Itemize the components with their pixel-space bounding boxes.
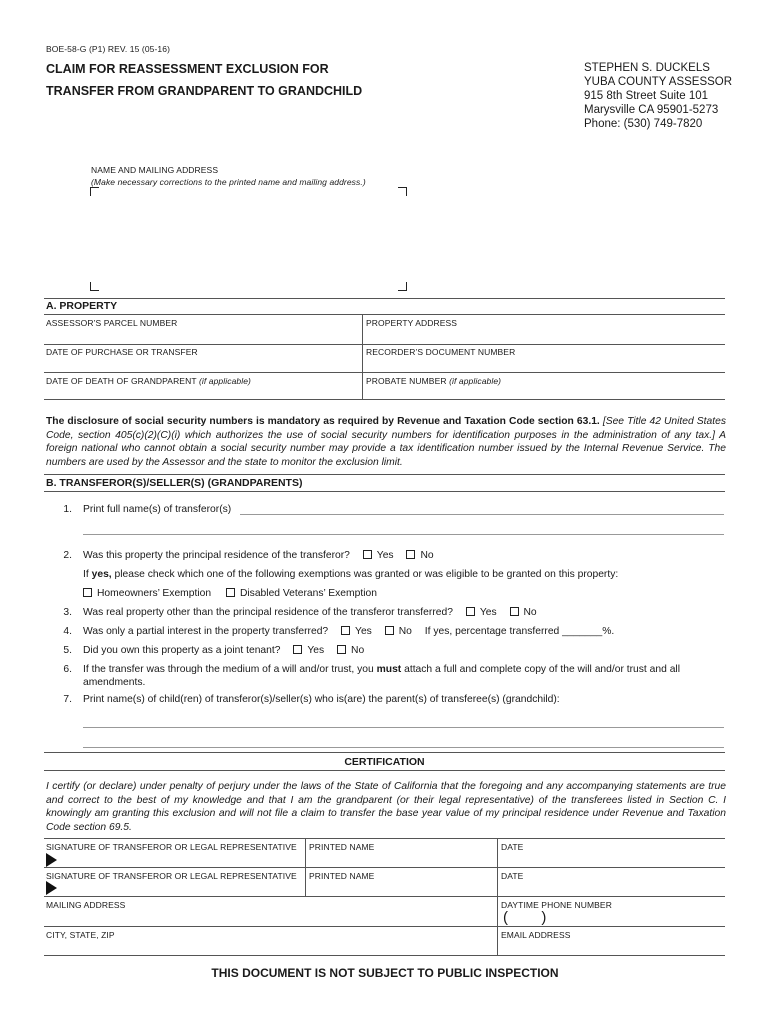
q3-yes-option[interactable]: Yes <box>466 607 497 618</box>
purchase-date-label: DATE OF PURCHASE OR TRANSFER <box>46 347 198 357</box>
assessor-address1: 915 8th Street Suite 101 <box>584 90 709 102</box>
address-corner-tr <box>398 187 407 196</box>
q2-number: 2. <box>63 550 72 561</box>
q6-number: 6. <box>63 664 72 675</box>
q5-yes-checkbox[interactable] <box>293 645 302 654</box>
rule-certification-top <box>44 752 725 753</box>
q5-no-checkbox[interactable] <box>337 645 346 654</box>
rule-certification-header <box>44 770 725 771</box>
signature1-field[interactable] <box>60 852 300 868</box>
q5-no-option[interactable]: No <box>337 645 364 656</box>
rule-city-top <box>44 926 725 927</box>
q2-row <box>83 550 434 561</box>
section-a-divider <box>362 314 363 399</box>
q4-yes-option[interactable]: Yes <box>341 626 372 637</box>
rule-signature1-top <box>44 838 725 839</box>
assessor-title: YUBA COUNTY ASSESSOR <box>584 76 733 88</box>
rule-section-b-header <box>44 491 725 492</box>
assessor-name: STEPHEN S. DUCKELS <box>584 62 710 74</box>
probate-number-label: PROBATE NUMBER (if applicable) <box>366 376 502 386</box>
rule-a-row1 <box>44 344 725 345</box>
address-corner-tl <box>90 187 99 196</box>
phone-area-code-field[interactable]: ( ) <box>503 909 547 926</box>
q2-no-option[interactable]: No <box>406 550 433 561</box>
certification-statement: I certify (or declare) under penalty of perjury under the laws of the State of California that the foregoing and any accompanying statements are true and correct to the best of my knowledge and that I am the grandparent (or their legal representative) of the transferees listed in Section C. I knowingly am granting this exclusion and will not file a claim to transfer the base year value of my principal residence under Revenue and Taxation Code section 69.5. <box>46 781 726 833</box>
q3-number: 3. <box>63 607 72 618</box>
city-state-zip-label: CITY, STATE, ZIP <box>46 930 115 940</box>
rule-section-b-top <box>44 474 725 475</box>
q1-number: 1. <box>63 504 72 515</box>
q2-followup: If yes, please check which one of the following exemptions was granted or was eligible to be granted on this property: <box>83 569 619 580</box>
assessor-block <box>584 61 732 131</box>
printed-name2-label: PRINTED NAME <box>309 871 375 881</box>
rule-section-a-top <box>44 298 725 299</box>
q7-number: 7. <box>63 694 72 705</box>
q4-row <box>83 626 614 637</box>
rule-section-a-header <box>44 314 725 315</box>
signature2-label: SIGNATURE OF TRANSFEROR OR LEGAL REPRESENTATIVE <box>46 871 297 881</box>
veterans-exemption-option[interactable]: Disabled Veterans’ Exemption <box>226 588 377 599</box>
address-corner-bl <box>90 282 99 291</box>
q3-label: Was real property other than the principal residence of the transferor transferred? <box>83 607 453 618</box>
form-title-line2: TRANSFER FROM GRANDPARENT TO GRANDCHILD <box>46 84 363 98</box>
q3-row <box>83 607 537 618</box>
homeowners-exemption-option[interactable]: Homeowners’ Exemption <box>83 588 211 599</box>
q4-no-checkbox[interactable] <box>385 626 394 635</box>
q3-no-checkbox[interactable] <box>510 607 519 616</box>
q3-yes-checkbox[interactable] <box>466 607 475 616</box>
q6-label-line2: amendments. <box>83 677 146 688</box>
exemption-row <box>83 588 377 599</box>
q4-percentage-field[interactable]: If yes, percentage transferred _______%. <box>424 626 615 637</box>
date1-label: DATE <box>501 842 524 852</box>
q4-label: Was only a partial interest in the property transferred? <box>83 626 329 637</box>
rule-city-bottom <box>44 955 725 956</box>
address-corner-br <box>398 282 407 291</box>
section-b-title: B. TRANSFEROR(S)/SELLER(S) (GRANDPARENTS) <box>46 477 303 489</box>
q7-answer-line-2[interactable] <box>83 747 724 748</box>
signature2-field[interactable] <box>60 880 300 896</box>
rule-signature2-top <box>44 867 725 868</box>
printed-name1-label: PRINTED NAME <box>309 842 375 852</box>
section-a-title: A. PROPERTY <box>46 300 118 312</box>
q7-label: Print name(s) of child(ren) of transferor(s)/seller(s) who is(are) the parent(s) of transferee(s) (grandchild): <box>83 694 560 705</box>
q2-yes-option[interactable]: Yes <box>363 550 394 561</box>
rule-a-row2 <box>44 372 725 373</box>
certification-title: CERTIFICATION <box>344 756 425 768</box>
property-address-label: PROPERTY ADDRESS <box>366 318 458 328</box>
rule-mailing-top <box>44 896 725 897</box>
form-title-line1: CLAIM FOR REASSESSMENT EXCLUSION FOR <box>46 62 329 76</box>
rule-a-row3 <box>44 399 725 400</box>
q5-label: Did you own this property as a joint tenant? <box>83 645 281 656</box>
q1-answer-line-2[interactable] <box>83 534 724 535</box>
q5-yes-option[interactable]: Yes <box>293 645 324 656</box>
assessor-address2: Marysville CA 95901-5273 <box>584 104 719 116</box>
q5-number: 5. <box>63 645 72 656</box>
mailing-label: NAME AND MAILING ADDRESS <box>91 165 219 175</box>
signature1-arrow-icon <box>46 853 57 867</box>
q3-no-option[interactable]: No <box>510 607 537 618</box>
q1-label: Print full name(s) of transferor(s) <box>83 504 232 515</box>
q1-answer-line[interactable] <box>240 514 724 515</box>
public-inspection-notice: THIS DOCUMENT IS NOT SUBJECT TO PUBLIC INSPECTION <box>211 966 559 980</box>
assessor-phone: Phone: (530) 749-7820 <box>584 118 703 130</box>
ssn-disclosure: The disclosure of social security numbers is mandatory as required by Revenue and Taxation Code section 63.1. [See Title 42 United States Code, section 405(c)(2)(C)(i) which authorizes the use of social security numbers for identification purposes in the administration of any tax.] A foreign national who cannot obtain a social security number may provide a tax identification number issued by the Internal Revenue Service. The numbers are used by the Assessor and the state to monitor the exclusion limit. <box>46 416 726 468</box>
q4-yes-checkbox[interactable] <box>341 626 350 635</box>
signature1-label: SIGNATURE OF TRANSFEROR OR LEGAL REPRESENTATIVE <box>46 842 297 852</box>
q2-yes-checkbox[interactable] <box>363 550 372 559</box>
q2-no-checkbox[interactable] <box>406 550 415 559</box>
q4-no-option[interactable]: No <box>385 626 412 637</box>
death-date-label: DATE OF DEATH OF GRANDPARENT (if applicable) <box>46 376 251 386</box>
q4-number: 4. <box>63 626 72 637</box>
recorder-doc-label: RECORDER’S DOCUMENT NUMBER <box>366 347 516 357</box>
q5-row <box>83 645 364 656</box>
homeowners-exemption-checkbox[interactable] <box>83 588 92 597</box>
q6-label: If the transfer was through the medium of a will and/or trust, you must attach a full and complete copy of the will and/or trust and all <box>83 664 680 675</box>
daytime-phone-label: DAYTIME PHONE NUMBER <box>501 900 612 910</box>
signature2-arrow-icon <box>46 881 57 895</box>
q7-answer-line-1[interactable] <box>83 727 724 728</box>
form-number: BOE-58-G (P1) REV. 15 (05-16) <box>46 44 170 54</box>
mailing-address-label: MAILING ADDRESS <box>46 900 126 910</box>
mailing-note: (Make necessary corrections to the printed name and mailing address.) <box>91 177 366 187</box>
veterans-exemption-checkbox[interactable] <box>226 588 235 597</box>
email-label: EMAIL ADDRESS <box>501 930 571 940</box>
date2-label: DATE <box>501 871 524 881</box>
parcel-number-label: ASSESSOR’S PARCEL NUMBER <box>46 318 178 328</box>
q2-label: Was this property the principal residence of the transferor? <box>83 550 350 561</box>
